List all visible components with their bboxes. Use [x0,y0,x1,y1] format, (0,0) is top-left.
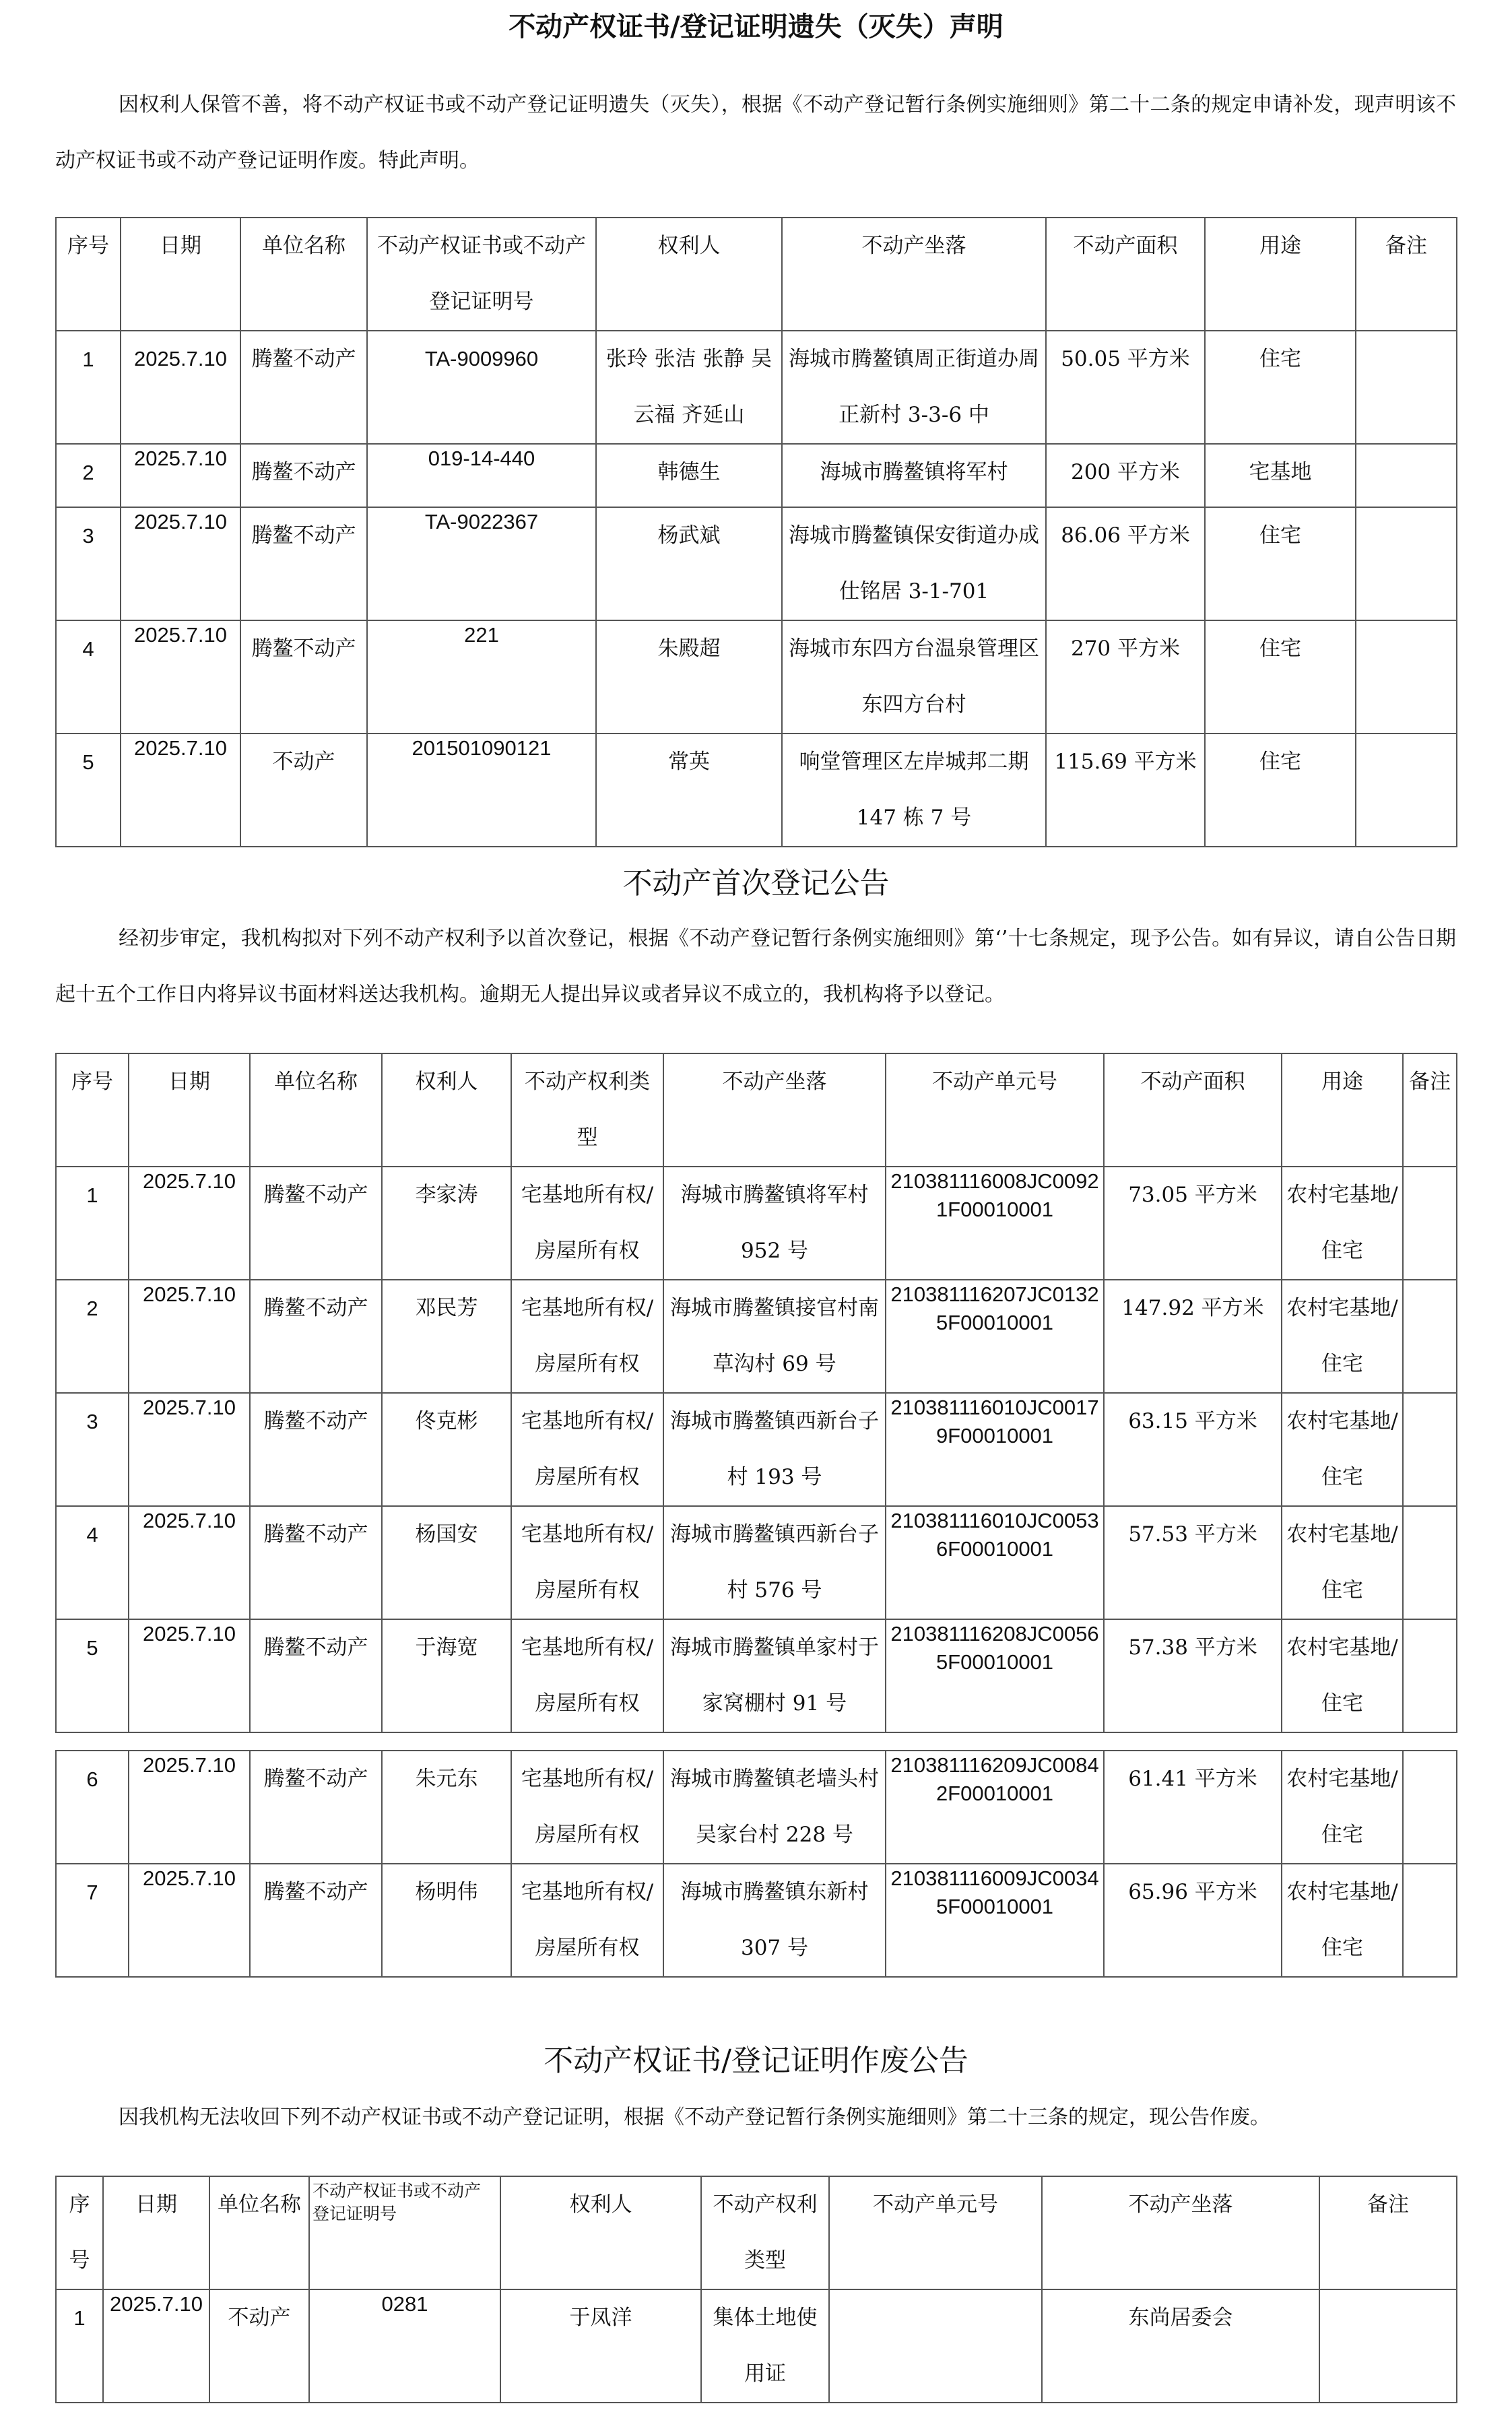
row-right-type: 宅基地所有权/房屋所有权 [511,1167,663,1280]
header-cell: 用途 [1205,218,1356,331]
row-no: 3 [56,1393,129,1506]
row-use: 农村宅基地/住宅 [1282,1864,1403,1977]
row-note [1403,1751,1457,1864]
date-text: 2025.7.10 [134,447,227,470]
row-area: 270 平方米 [1046,620,1205,734]
unit-no-text: 210381116208JC00565F00010001 [890,1622,1099,1674]
row-unit-no [886,1506,1104,1619]
date-text: 2025.7.10 [143,1622,236,1646]
row-use: 农村宅基地/住宅 [1282,1280,1403,1393]
row-note [1403,1280,1457,1393]
header-cell: 单位名称 [209,2176,309,2289]
row-right-type: 集体土地使用证 [701,2289,829,2403]
header-cell: 序号 [56,218,121,331]
header-cell: 不动产面积 [1046,218,1205,331]
table-row [56,444,1457,507]
row-area: 73.05 平方米 [1104,1167,1282,1280]
row-note [1356,444,1457,507]
row-unit-no [886,1280,1104,1393]
row-note [1319,2289,1457,2403]
date-text: 2025.7.10 [143,1866,236,1890]
row-no: 1 [56,2289,103,2403]
row-no: 1 [56,1167,129,1280]
cert-text: 221 [464,623,499,647]
row-area: 86.06 平方米 [1046,507,1205,620]
row-holder: 张玲 张洁 张静 吴云福 齐延山 [596,331,782,444]
lost-notice-title: 不动产权证书/登记证明遗失（灭失）声明 [508,11,1004,42]
row-no: 1 [56,331,121,444]
row-date [121,507,240,620]
row-unit: 不动产 [209,2289,309,2403]
header-cell: 不动产单元号 [829,2176,1042,2289]
lost-notice-intro: 因权利人保管不善，将不动产权证书或不动产登记证明遗失（灭失），根据《不动产登记暂行条例实施细则》第二十二条的规定申请补发，现声明该不动产权证书或不动产登记证明作废。特此声明。 [55,93,1456,172]
row-area: 50.05 平方米 [1046,331,1205,444]
header-cell: 不动产权利类型 [701,2176,829,2289]
row-unit: 腾鳌不动产 [250,1751,382,1864]
row-date [129,1506,250,1619]
date-text: 2025.7.10 [110,2292,203,2316]
header-cell: 不动产单元号 [886,1053,1104,1167]
row-location: 海城市腾鳌镇老墙头村吴家台村 228 号 [663,1751,886,1864]
table-row [56,1619,1457,1732]
unit-no-text: 210381116008JC00921F00010001 [890,1169,1099,1221]
header-cell: 序号 [56,1053,129,1167]
row-location: 响堂管理区左岸城邦二期 147 栋 7 号 [782,734,1046,847]
row-no: 5 [56,1619,129,1732]
row-unit: 腾鳌不动产 [240,444,367,507]
row-location: 东尚居委会 [1042,2289,1319,2403]
date-text: 2025.7.10 [143,1509,236,1532]
row-date [121,620,240,734]
table-row [56,1506,1457,1619]
header-cell: 日期 [129,1053,250,1167]
unit-no-text: 210381116010JC00179F00010001 [890,1396,1099,1447]
date-text: 2025.7.10 [143,1396,236,1419]
date-text: 2025.7.10 [134,510,227,533]
first-registration-table-continued [55,1750,1457,1978]
row-date [129,1393,250,1506]
first-registration-intro: 经初步审定，我机构拟对下列不动产权利予以首次登记，根据《不动产登记暂行条例实施细则》第‘’十七条规定，现予公告。如有异议，请自公告日期起十五个工作日内将异议书面材料送达我机构。逾期无人提出异议或者异议不成立的，我机构将予以登记。 [55,927,1456,1006]
table-row [56,620,1457,734]
row-holder: 杨明伟 [382,1864,511,1977]
row-use: 住宅 [1205,331,1356,444]
table-row [56,2289,1457,2403]
row-date [129,1280,250,1393]
table-row [56,734,1457,847]
header-cell: 备注 [1319,2176,1457,2289]
row-use: 农村宅基地/住宅 [1282,1619,1403,1732]
header-cell: 用途 [1282,1053,1403,1167]
row-area: 63.15 平方米 [1104,1393,1282,1506]
row-unit: 腾鳌不动产 [250,1280,382,1393]
row-unit: 腾鳌不动产 [240,620,367,734]
date-text: 2025.7.10 [143,1753,236,1777]
row-use: 住宅 [1205,620,1356,734]
row-use: 住宅 [1205,734,1356,847]
row-no: 6 [56,1751,129,1864]
header-cell: 不动产权证书或不动产登记证明号 [367,218,596,331]
row-area: 61.41 平方米 [1104,1751,1282,1864]
table-row [56,1751,1457,1864]
row-cert [367,507,596,620]
header-cell: 不动产坐落 [1042,2176,1319,2289]
row-date [129,1619,250,1732]
row-holder: 朱殿超 [596,620,782,734]
row-right-type: 宅基地所有权/房屋所有权 [511,1506,663,1619]
row-area: 57.38 平方米 [1104,1619,1282,1732]
row-location: 海城市腾鳌镇西新台子村 193 号 [663,1393,886,1506]
row-holder: 李家涛 [382,1167,511,1280]
row-cert [367,620,596,734]
header-cell: 日期 [103,2176,209,2289]
row-unit: 腾鳌不动产 [250,1393,382,1506]
row-location: 海城市腾鳌镇将军村952 号 [663,1167,886,1280]
unit-no-text: 210381116209JC00842F00010001 [890,1753,1099,1805]
row-unit: 腾鳌不动产 [240,331,367,444]
void-notice-intro: 因我机构无法收回下列不动产权证书或不动产登记证明，根据《不动产登记暂行条例实施细则》第二十三条的规定，现公告作废。 [119,2106,1270,2129]
header-cell: 单位名称 [240,218,367,331]
unit-no-text: 210381116010JC00536F00010001 [890,1509,1099,1561]
table-row [56,1167,1457,1280]
row-note [1403,1506,1457,1619]
header-cell: 不动产坐落 [782,218,1046,331]
row-right-type: 宅基地所有权/房屋所有权 [511,1393,663,1506]
row-note [1356,734,1457,847]
row-unit: 不动产 [240,734,367,847]
table-row [56,331,1457,444]
row-no: 7 [56,1864,129,1977]
table-header-row [56,218,1457,331]
lost-notice-table [55,217,1457,847]
date-text: 2025.7.10 [134,736,227,760]
row-holder: 杨国安 [382,1506,511,1619]
row-holder: 邓民芳 [382,1280,511,1393]
row-use: 住宅 [1205,507,1356,620]
header-cell: 备注 [1403,1053,1457,1167]
header-cell: 不动产坐落 [663,1053,886,1167]
date-text: 2025.7.10 [143,1282,236,1306]
row-note [1403,1167,1457,1280]
row-holder: 杨武斌 [596,507,782,620]
table-header-row [56,2176,1457,2289]
row-holder: 于海宽 [382,1619,511,1732]
row-area: 65.96 平方米 [1104,1864,1282,1977]
row-unit: 腾鳌不动产 [250,1864,382,1977]
header-cell [309,2176,500,2289]
row-holder: 韩德生 [596,444,782,507]
row-cert [367,444,596,507]
row-no: 4 [56,620,121,734]
row-unit: 腾鳌不动产 [250,1619,382,1732]
row-unit-no [886,1167,1104,1280]
row-use: 农村宅基地/住宅 [1282,1393,1403,1506]
header-cell: 权利人 [500,2176,701,2289]
cert-text: TA-9009960 [424,347,539,370]
row-unit-no [886,1619,1104,1732]
row-location: 海城市腾鳌镇西新台子村 576 号 [663,1506,886,1619]
header-cell: 权利人 [596,218,782,331]
row-date [121,331,240,444]
row-no: 5 [56,734,121,847]
table-row [56,507,1457,620]
header-cell: 不动产面积 [1104,1053,1282,1167]
cert-text: 201501090121 [412,736,552,760]
row-right-type: 宅基地所有权/房屋所有权 [511,1751,663,1864]
row-location: 海城市腾鳌镇周正街道办周正新村 3-3-6 中 [782,331,1046,444]
row-right-type: 宅基地所有权/房屋所有权 [511,1864,663,1977]
row-note [1356,620,1457,734]
row-location: 海城市腾鳌镇东新村307 号 [663,1864,886,1977]
row-use: 农村宅基地/住宅 [1282,1751,1403,1864]
row-area: 147.92 平方米 [1104,1280,1282,1393]
void-notice-title: 不动产权证书/登记证明作废公告 [544,2044,968,2078]
row-area: 57.53 平方米 [1104,1506,1282,1619]
row-note [1356,507,1457,620]
row-unit: 腾鳌不动产 [240,507,367,620]
row-no: 4 [56,1506,129,1619]
row-cert [367,331,596,444]
row-date [121,444,240,507]
first-registration-table [55,1053,1457,1733]
row-date [103,2289,209,2403]
row-use: 宅基地 [1205,444,1356,507]
row-note [1356,331,1457,444]
row-use: 农村宅基地/住宅 [1282,1167,1403,1280]
header-cell: 不动产权利类型 [511,1053,663,1167]
row-note [1403,1864,1457,1977]
row-note [1403,1393,1457,1506]
void-notice-table [55,2176,1457,2403]
first-registration-title: 不动产首次登记公告 [622,866,890,901]
row-date [129,1864,250,1977]
unit-no-text: 210381116009JC00345F00010001 [890,1866,1099,1918]
header-small-text: 不动产权证书或不动产登记证明号 [313,2181,482,2223]
table-row [56,1864,1457,1977]
date-text: 2025.7.10 [134,623,227,647]
row-location: 海城市腾鳌镇将军村 [782,444,1046,507]
row-cert [367,734,596,847]
header-cell: 日期 [121,218,240,331]
row-no: 3 [56,507,121,620]
header-cell: 序号 [56,2176,103,2289]
row-unit-no [829,2289,1042,2403]
row-unit-no [886,1751,1104,1864]
cert-text: 0281 [381,2292,428,2316]
row-no: 2 [56,1280,129,1393]
row-no: 2 [56,444,121,507]
row-unit-no [886,1393,1104,1506]
cert-text: 019-14-440 [428,447,535,470]
row-holder: 佟克彬 [382,1393,511,1506]
row-area: 200 平方米 [1046,444,1205,507]
table-row [56,1393,1457,1506]
table-row [56,1280,1457,1393]
row-right-type: 宅基地所有权/房屋所有权 [511,1619,663,1732]
header-cell: 备注 [1356,218,1457,331]
row-cert [309,2289,500,2403]
row-area: 115.69 平方米 [1046,734,1205,847]
row-location: 海城市腾鳌镇保安街道办成仕铭居 3-1-701 [782,507,1046,620]
row-location: 海城市腾鳌镇接官村南草沟村 69 号 [663,1280,886,1393]
header-cell: 单位名称 [250,1053,382,1167]
row-location: 海城市东四方台温泉管理区东四方台村 [782,620,1046,734]
row-unit: 腾鳌不动产 [250,1167,382,1280]
row-note [1403,1619,1457,1732]
row-date [129,1167,250,1280]
row-unit-no [886,1864,1104,1977]
row-date [121,734,240,847]
row-holder: 朱元东 [382,1751,511,1864]
header-cell: 权利人 [382,1053,511,1167]
date-text: 2025.7.10 [134,347,227,370]
row-location: 海城市腾鳌镇单家村于家窝棚村 91 号 [663,1619,886,1732]
row-use: 农村宅基地/住宅 [1282,1506,1403,1619]
row-holder: 常英 [596,734,782,847]
row-unit: 腾鳌不动产 [250,1506,382,1619]
cert-text: TA-9022367 [424,510,539,533]
table-header-row [56,1053,1457,1167]
unit-no-text: 210381116207JC01325F00010001 [890,1282,1099,1334]
row-holder: 于凤洋 [500,2289,701,2403]
row-right-type: 宅基地所有权/房屋所有权 [511,1280,663,1393]
date-text: 2025.7.10 [143,1169,236,1193]
row-date [129,1751,250,1864]
